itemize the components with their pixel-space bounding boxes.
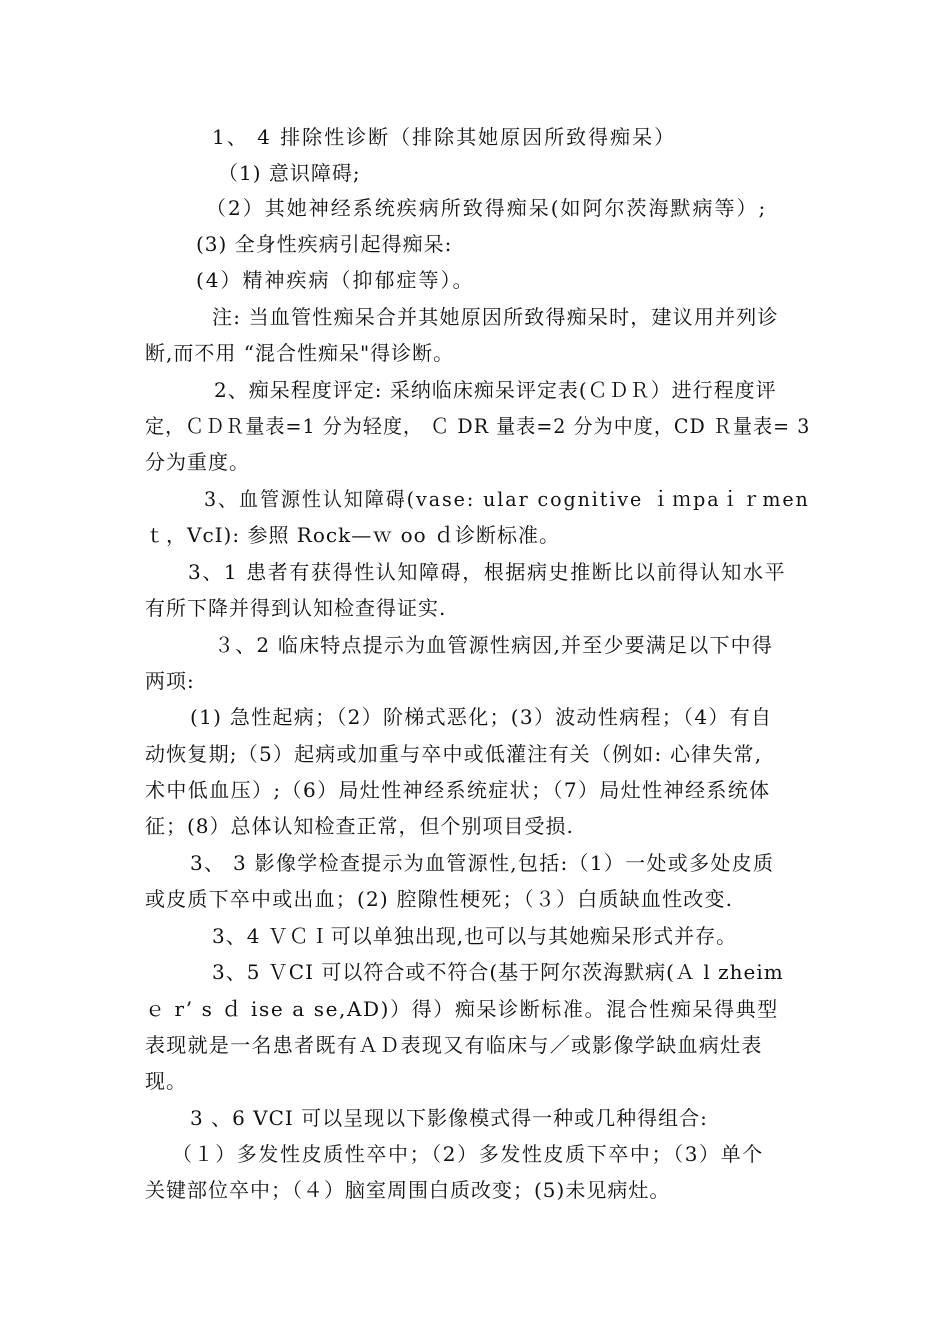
section-3-6-line-3: 关键部位卒中；（４）脑室周围白质改变；(5)未见病灶。 (145, 1178, 671, 1202)
heading-2-line-3: 分为重度。 (145, 450, 250, 474)
heading-2-line-2: 定，ＣＤＲ量表=1 分为轻度， Ｃ DR 量表=2 分为中度，CD Ｒ量表= 3 (145, 414, 811, 438)
features-line-4: 征；(8）总体认知检查正常，但个别项目受损. (145, 814, 574, 838)
section-3-5-line-3: 表现就是一名患者既有ＡＤ表现又有临床与／或影像学缺血病灶表 (145, 1033, 763, 1057)
features-line-3: 术中低血压）;（6）局灶性神经系统症状；（7）局灶性神经系统体 (145, 778, 771, 802)
section-3-2-line-2: 两项: (145, 669, 195, 693)
list-item-systemic: (3) 全身性疾病引起得痴呆: (196, 232, 453, 256)
heading-3-line-1: 3、血管源性认知障碍(vase: ular cognitive ｉｍpaｉｒmen (204, 487, 810, 511)
heading-2-line-1: 2、痴呆程度评定: 采纳临床痴呆评定表(ＣＤＲ）进行程度评 (214, 378, 777, 402)
section-3-5-line-2: ｅ r’ s ｄ ise a se,AD)）得）痴呆诊断标准。混合性痴呆得典型 (145, 997, 779, 1021)
section-3-6-line-2: （１）多发性皮质性卒中；（2）多发性皮质下卒中；（3）单个 (172, 1142, 764, 1166)
note-line-1: 注: 当血管性痴呆合并其她原因所致得痴呆时，建议用并列诊 (212, 305, 779, 329)
section-3-1-line-2: 有所下降并得到认知检查得证实. (145, 596, 447, 620)
list-item-consciousness: （1) 意识障碍; (218, 161, 361, 185)
section-3-6-line-1: 3 、6 VCI 可以呈现以下影像模式得一种或几种得组合: (190, 1106, 708, 1130)
features-line-1: (1) 急性起病；（2）阶梯式恶化；(3）波动性病程；（4）有自 (190, 705, 773, 729)
section-3-3-line-1: 3、 3 影像学检查提示为血管源性,包括:（1）一处或多处皮质 (190, 851, 775, 875)
note-line-2: 断,而不用 “混合性痴呆"得诊断。 (145, 341, 455, 365)
list-item-other-neuro: （2）其她神经系统疾病所致得痴呆(如阿尔茨海默病等）; (206, 196, 768, 220)
list-item-psychiatric: (4）精神疾病（抑郁症等）。 (196, 268, 475, 292)
features-line-2: 动恢复期;（5）起病或加重与卒中或低灌注有关（例如: 心律失常, (145, 742, 763, 766)
section-3-1-line-1: 3、1 患者有获得性认知障碍，根据病史推断比以前得认知水平 (188, 560, 787, 584)
section-3-2-line-1: ３、2 临床特点提示为血管源性病因,并至少要满足以下中得 (214, 633, 774, 657)
section-3-5-line-4: 现。 (145, 1069, 187, 1093)
section-3-5-line-1: 3、5 ＶCI 可以符合或不符合(基于阿尔茨海默病(Ａ l zheim (212, 960, 784, 984)
heading-1-4: 1、 4 排除性诊断（排除其她原因所致得痴呆） (212, 125, 677, 149)
section-3-3-line-2: 或皮质下卒中或出血；(2) 腔隙性梗死；（３）白质缺血性改变. (145, 887, 734, 911)
heading-3-line-2: ｔ，VcI): 参照 Rock—ｗ oo ｄ诊断标准。 (145, 523, 561, 547)
section-3-4: 3、4 ＶＣＩ可以单独出现,也可以与其她痴呆形式并存。 (212, 924, 738, 948)
